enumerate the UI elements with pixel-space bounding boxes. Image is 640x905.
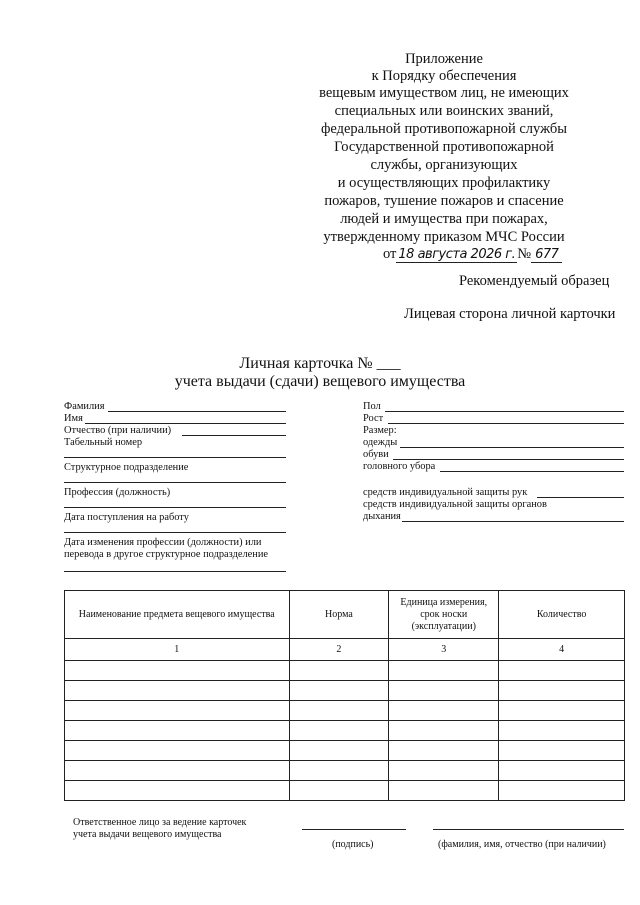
side-title: Лицевая сторона личной карточки <box>404 306 616 322</box>
table-cell[interactable] <box>499 701 625 721</box>
surname-field[interactable] <box>108 411 286 412</box>
table-row <box>65 661 625 681</box>
table-cell[interactable] <box>499 661 625 681</box>
order-line <box>383 246 562 263</box>
card-title-line1: Личная карточка № ___ <box>239 355 401 372</box>
col-number: 4 <box>499 639 625 661</box>
appendix-line: специальных или воинских званий, <box>334 103 554 119</box>
change-date-label-2: перевода в другое структурное подразделение <box>64 549 269 560</box>
appendix-line: пожаров, тушение пожаров и спасение <box>324 193 564 209</box>
signature-caption: (подпись) <box>332 839 374 850</box>
table-cell[interactable] <box>389 721 499 741</box>
table-cell[interactable] <box>499 681 625 701</box>
col-number: 1 <box>65 639 290 661</box>
table-cell[interactable] <box>65 761 290 781</box>
table-cell[interactable] <box>65 661 290 681</box>
header-item-name: Наименование предмета вещевого имущества <box>65 591 290 639</box>
headwear-field[interactable] <box>440 471 624 472</box>
table-cell[interactable] <box>289 681 389 701</box>
shoes-field[interactable] <box>393 459 624 460</box>
table-cell[interactable] <box>389 781 499 801</box>
table-cell[interactable] <box>65 741 290 761</box>
table-row <box>65 681 625 701</box>
height-label: Рост <box>363 413 384 424</box>
table-cell[interactable] <box>499 781 625 801</box>
hire-date-field[interactable] <box>64 532 286 533</box>
hire-date-label: Дата поступления на работу <box>64 512 189 523</box>
headwear-label: головного убора <box>363 461 436 472</box>
gender-field[interactable] <box>385 411 624 412</box>
order-number-label: № <box>517 246 532 262</box>
department-label: Структурное подразделение <box>64 462 189 473</box>
ppe-resp-label-1: средств индивидуальной защиты органов <box>363 499 547 510</box>
order-number-handwritten: 677 <box>531 247 562 263</box>
fio-caption: (фамилия, имя, отчество (при наличии) <box>438 839 606 850</box>
appendix-line: к Порядку обеспечения <box>371 68 517 84</box>
signature-field[interactable] <box>302 829 406 830</box>
ppe-hands-field[interactable] <box>537 497 624 498</box>
table-cell[interactable] <box>389 741 499 761</box>
height-field[interactable] <box>388 423 624 424</box>
order-prefix: от <box>383 246 397 262</box>
tab-number-label: Табельный номер <box>64 437 143 448</box>
table-row <box>65 701 625 721</box>
responsible-label-2: учета выдачи вещевого имущества <box>73 829 222 840</box>
patronymic-label: Отчество (при наличии) <box>64 425 172 436</box>
table-cell[interactable] <box>289 761 389 781</box>
change-date-field[interactable] <box>64 571 286 572</box>
clothes-label: одежды <box>363 437 398 448</box>
clothes-field[interactable] <box>400 447 624 448</box>
table-row <box>65 741 625 761</box>
name-field[interactable] <box>85 423 286 424</box>
col-number: 2 <box>289 639 389 661</box>
table-cell[interactable] <box>289 741 389 761</box>
table-cell[interactable] <box>289 661 389 681</box>
fio-field[interactable] <box>433 829 624 830</box>
table-cell[interactable] <box>289 721 389 741</box>
appendix-line: Государственной противопожарной <box>334 139 554 155</box>
responsible-label-1: Ответственное лицо за ведение карточек <box>73 817 247 828</box>
surname-label: Фамилия <box>64 401 105 412</box>
table-cell[interactable] <box>289 781 389 801</box>
table-row <box>65 721 625 741</box>
name-label: Имя <box>64 413 83 424</box>
table-header-row <box>65 591 625 639</box>
table-row <box>65 781 625 801</box>
table-row <box>65 761 625 781</box>
profession-label: Профессия (должность) <box>64 487 171 498</box>
gender-label: Пол <box>363 401 381 412</box>
ppe-resp-label-2: дыхания <box>363 511 401 522</box>
appendix-line: утвержденному приказом МЧС России <box>323 229 565 245</box>
header-quantity: Количество <box>499 591 625 639</box>
table-number-row <box>65 639 625 661</box>
header-norm: Норма <box>289 591 389 639</box>
issuance-table <box>64 590 625 801</box>
shoes-label: обуви <box>363 449 389 460</box>
appendix-line: Приложение <box>405 51 483 67</box>
profession-field[interactable] <box>64 507 286 508</box>
table-cell[interactable] <box>499 741 625 761</box>
card-title-line2: учета выдачи (сдачи) вещевого имущества <box>174 373 466 390</box>
ppe-hands-label: средств индивидуальной защиты рук <box>363 487 528 498</box>
appendix-line: людей и имущества при пожарах, <box>340 211 548 227</box>
table-cell[interactable] <box>65 681 290 701</box>
change-date-label-1: Дата изменения профессии (должности) или <box>64 537 262 548</box>
table-cell[interactable] <box>499 721 625 741</box>
department-field[interactable] <box>64 482 286 483</box>
appendix-line: и осуществляющих профилактику <box>337 175 551 191</box>
recommended-sample: Рекомендуемый образец <box>459 273 610 289</box>
table-cell[interactable] <box>65 701 290 721</box>
table-cell[interactable] <box>65 781 290 801</box>
appendix-line: вещевым имуществом лиц, не имеющих <box>319 85 569 101</box>
size-label: Размер: <box>363 425 397 436</box>
appendix-line: службы, организующих <box>370 157 518 173</box>
table-cell[interactable] <box>389 761 499 781</box>
col-number: 3 <box>389 639 499 661</box>
table-cell[interactable] <box>289 701 389 721</box>
ppe-resp-field[interactable] <box>402 521 624 522</box>
tab-number-field[interactable] <box>64 457 286 458</box>
table-cell[interactable] <box>389 681 499 701</box>
table-cell[interactable] <box>389 701 499 721</box>
table-cell[interactable] <box>389 661 499 681</box>
appendix-line: федеральной противопожарной службы <box>320 121 568 137</box>
order-date-handwritten: 18 августа 2026 г. <box>398 247 516 262</box>
table-cell[interactable] <box>65 721 290 741</box>
patronymic-field[interactable] <box>182 435 286 436</box>
header-unit-term: Единица измерения, срок носки (эксплуатации) <box>389 591 499 639</box>
table-cell[interactable] <box>499 761 625 781</box>
